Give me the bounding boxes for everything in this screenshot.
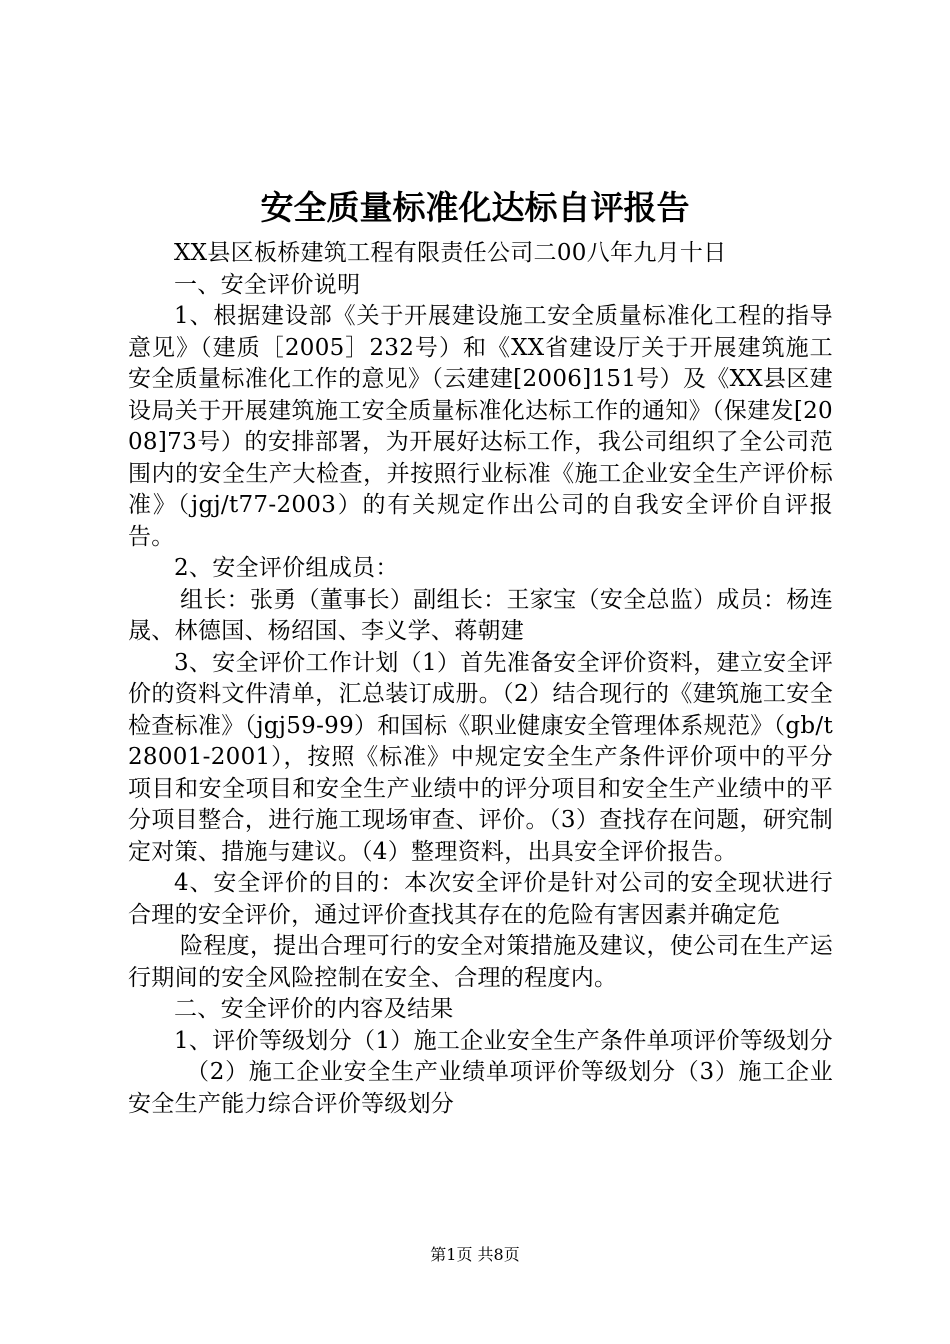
section-heading: 二、安全评价的内容及结果 xyxy=(174,996,454,1022)
section-heading: 一、安全评价说明 xyxy=(174,271,361,298)
paragraph: 4、安全评价的目的：本次安全评价是针对公司的安全现状进行合理的安全评价，通过评价查找其存在的危险有害因素并确定危 xyxy=(128,870,833,928)
paragraph: 2、安全评价组成员： xyxy=(174,555,399,581)
company-date-line: XX县区板桥建筑工程有限责任公司二00八年九月十日 xyxy=(174,240,727,266)
page-footer: 第1页 共8页 xyxy=(430,1245,520,1264)
paragraph: 组长：张勇（董事长）副组长：王家宝（安全总监）成员：杨连晟、林德国、杨绍国、李义学、蒋朝建 xyxy=(128,586,833,644)
paragraph: 险程度，提出合理可行的安全对策措施及建议，使公司在生产运行期间的安全风险控制在安全、合理的程度内。 xyxy=(128,933,833,991)
paragraph: 1、评价等级划分（1）施工企业安全生产条件单项评价等级划分 xyxy=(174,1027,833,1054)
document-body xyxy=(128,238,833,1120)
paragraph: （2）施工企业安全生产业绩单项评价等级划分（3）施工企业安全生产能力综合评价等级划分 xyxy=(128,1059,833,1117)
paragraph: 3、安全评价工作计划（1）首先准备安全评价资料，建立安全评价的资料文件清单，汇总装订成册。（2）结合现行的《建筑施工安全检查标准》（jgj59-99）和国标《职业健康安全管理体系规范》（gb/t28001-2001），按照《标准》中规定安全生产条件评价项中的平分项目和安全项目和安全生产业绩中的评分项目和安全生产业绩中的平分项目整合，进行施工现场审查、评价。（3）查找存在问题，研究制定对策、措施与建议。（4）整理资料，出具安全评价报告。 xyxy=(128,649,833,865)
document-title: 安全质量标准化达标自评报告 xyxy=(260,188,690,227)
paragraph: 1、根据建设部《关于开展建设施工安全质量标准化工程的指导意见》（建质［2005］232号）和《XX省建设厅关于开展建筑施工安全质量标准化工作的意见》（云建建[2006]151号）及《XX县区建设局关于开展建筑施工安全质量标准化达标工作的通知》（保建发[2008]73号）的安排部署，为开展好达标工作，我公司组织了全公司范围内的安全生产大检查，并按照行业标准《施工企业安全生产评价标准》（jgj/t77-2003）的有关规定作出公司的自我安全评价自评报告。 xyxy=(128,303,833,550)
